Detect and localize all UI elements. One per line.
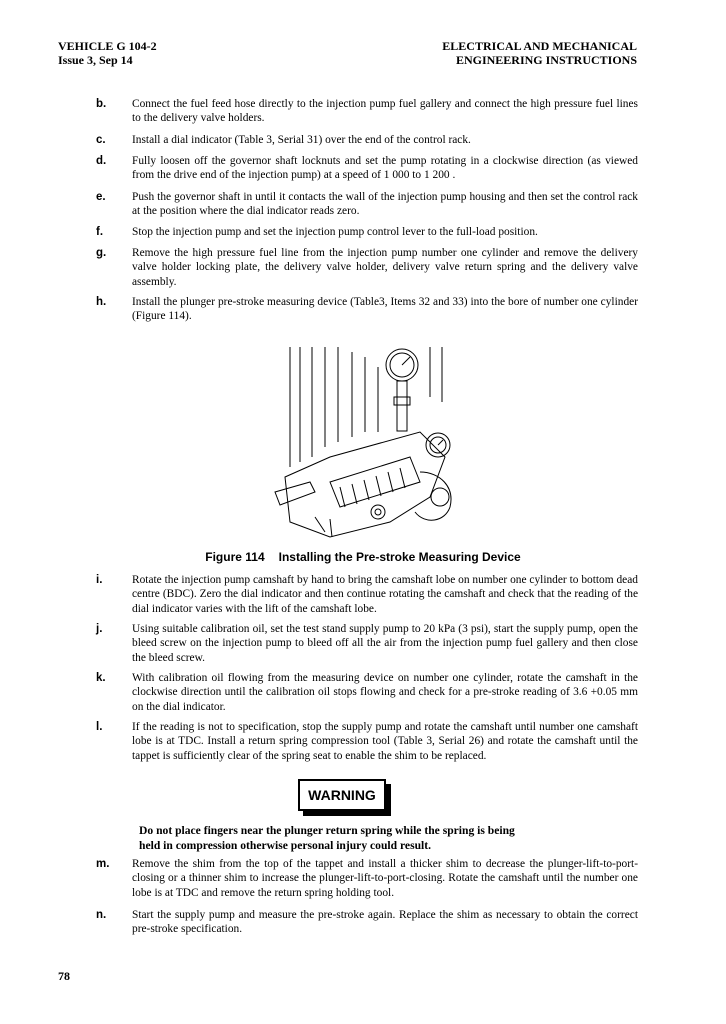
- step-text: Remove the shim from the top of the tappet and install a thicker shim to decrease the plunger-lift-to-port-closing or a thinner shim to increase the plunger-lift-to-port-closing. Rotate the camshaft until the number one lobe is at TDC and remove the return spring holding tool.: [132, 858, 638, 899]
- figure-number: Figure 114: [205, 550, 265, 564]
- step-letter: g.: [96, 247, 107, 259]
- step-letter: j.: [96, 623, 103, 635]
- step-letter: k.: [96, 672, 106, 684]
- step-text: Install the plunger pre-stroke measuring device (Table3, Items 32 and 33) into the bore of number one cylinder (Figure 114).: [132, 296, 638, 323]
- step-k: [58, 671, 638, 714]
- step-letter: m.: [96, 858, 110, 870]
- step-text: Connect the fuel feed hose directly to the injection pump fuel gallery and connect the high pressure fuel lines to the delivery valve holders.: [132, 98, 638, 125]
- step-letter: l.: [96, 721, 103, 733]
- issue-date: Issue 3, Sep 14: [58, 53, 133, 67]
- warning-text: [139, 823, 599, 853]
- step-i: [58, 573, 638, 616]
- header-right: [442, 39, 637, 67]
- step-m: [58, 857, 638, 900]
- step-text: With calibration oil flowing from the measuring device on number one cylinder, rotate the camshaft in the clockwise direction until the calibration oil stops flowing and check for a pre-stroke reading of 3.6 +0.05 mm on the dial indicator.: [132, 672, 638, 713]
- step-l: [58, 720, 638, 763]
- dial-indicator-top: [386, 349, 418, 431]
- step-letter: b.: [96, 98, 107, 110]
- pump-housing: [275, 432, 451, 537]
- step-j: [58, 622, 638, 665]
- step-b: [58, 97, 638, 126]
- step-letter: c.: [96, 134, 106, 146]
- warning-line-2: held in compression otherwise personal injury could result.: [139, 839, 432, 852]
- figure-title: Installing the Pre-stroke Measuring Device: [278, 550, 521, 564]
- step-text: Stop the injection pump and set the injection pump control lever to the full-load position.: [132, 226, 538, 238]
- step-n: [58, 908, 638, 937]
- step-letter: n.: [96, 909, 107, 921]
- step-d: [58, 154, 638, 183]
- step-text: Using suitable calibration oil, set the test stand supply pump to 20 kPa (3 psi), start the supply pump, open the bleed screw on the injection pump to bleed off all the air from the injection pump fuel gallery and then close the bleed screw.: [132, 623, 638, 664]
- step-letter: d.: [96, 155, 107, 167]
- figure-114-illustration: [270, 347, 480, 542]
- step-g: [58, 246, 638, 289]
- fuel-line-pipes: [290, 347, 442, 467]
- warning-line-1: Do not place fingers near the plunger return spring while the spring is being: [139, 824, 515, 837]
- step-text: If the reading is not to specification, stop the supply pump and rotate the camshaft until number one camshaft lobe is at TDC. Install a return spring compression tool (Table 3, Serial 26) and rotate the camshaft until the tappet is sufficiently clear of the spring seat to enable the shim to be replaced.: [132, 721, 638, 762]
- step-text: Rotate the injection pump camshaft by hand to bring the camshaft lobe on number one cylinder to bottom dead centre (BDC). Zero the dial indicator and then continue rotating the camshaft and check that the reading of the dial indicator varies with the lift of the camshaft lobe.: [132, 574, 638, 615]
- figure-caption: [0, 550, 726, 564]
- step-h: [58, 295, 638, 324]
- page-number: 78: [58, 969, 70, 983]
- step-e: [58, 190, 638, 219]
- warning-label-box: WARNING: [298, 779, 386, 811]
- publication-title-line1: ELECTRICAL AND MECHANICAL: [442, 39, 637, 53]
- publication-title-line2: ENGINEERING INSTRUCTIONS: [455, 53, 637, 67]
- step-c: [58, 133, 638, 147]
- step-f: [58, 225, 638, 239]
- dial-gauge-side: [426, 433, 450, 457]
- step-letter: e.: [96, 191, 106, 203]
- step-letter: i.: [96, 574, 103, 586]
- step-text: Start the supply pump and measure the pre-stroke again. Replace the shim as necessary to obtain the correct pre-stroke specification.: [132, 909, 638, 936]
- step-text: Fully loosen off the governor shaft locknuts and set the pump rotating in a clockwise direction (as viewed from the drive end of the injection pump) at a speed of 1 000 to 1 200 .: [132, 155, 638, 182]
- vehicle-code: VEHICLE G 104-2: [58, 39, 157, 53]
- step-text: Install a dial indicator (Table 3, Serial 31) over the end of the control rack.: [132, 134, 471, 146]
- step-text: Push the governor shaft in until it contacts the wall of the injection pump housing and then set the control rack at the position where the dial indicator reads zero.: [132, 191, 638, 218]
- step-letter: h.: [96, 296, 107, 308]
- step-letter: f.: [96, 226, 104, 238]
- header-left: [58, 39, 157, 67]
- step-text: Remove the high pressure fuel line from the injection pump number one cylinder and remove the delivery valve holder locking plate, the delivery valve holder, delivery valve return spring and the delivery valve assembly.: [132, 247, 638, 288]
